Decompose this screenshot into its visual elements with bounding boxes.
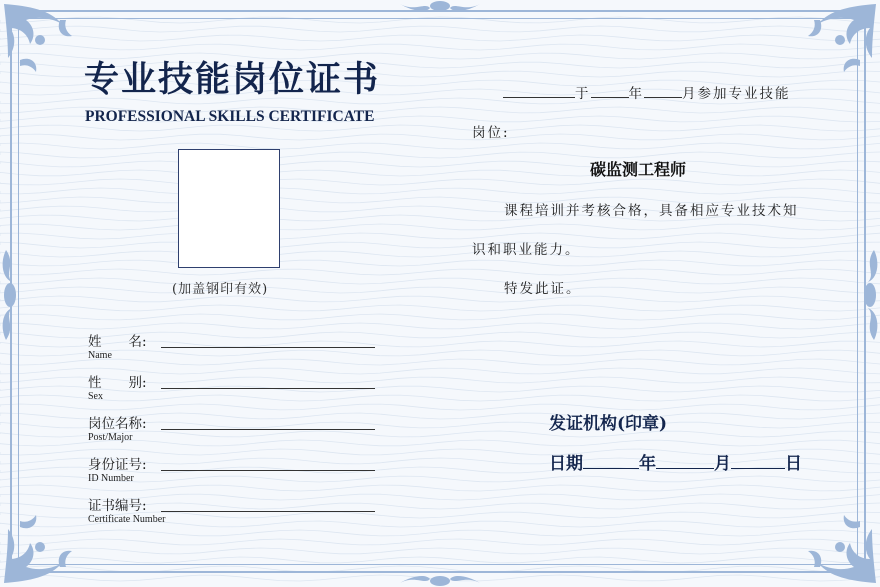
field-blank-line [161, 470, 375, 471]
body-line-2: 岗位: [472, 125, 510, 141]
field-label-cn: 性 别: [88, 375, 147, 391]
blank-date-day [731, 452, 785, 469]
date-label: 日期 [549, 454, 583, 474]
field-label-cn: 证书编号: [88, 498, 147, 514]
edge-ornament-top [400, 0, 480, 18]
edge-ornament-left [0, 250, 22, 340]
issuing-authority: 发证机构(印章) [549, 414, 668, 434]
date-year: 年 [639, 454, 656, 474]
field-blank-line [161, 347, 375, 348]
blank-year [591, 83, 629, 98]
blank-date-year [583, 452, 639, 469]
photo-placeholder [178, 149, 280, 268]
certificate-title-cn: 专业技能岗位证书 [84, 59, 381, 100]
field-label-en: Post/Major [88, 432, 133, 443]
text-year: 年 [628, 86, 644, 102]
body-line-1 [503, 82, 791, 102]
field-blank-line [161, 511, 375, 512]
body-line-3: 课程培训并考核合格，具备相应专业技术知 [504, 203, 799, 219]
body-line-5: 特发此证。 [504, 281, 582, 297]
field-blank-line [161, 429, 375, 430]
date-month: 月 [714, 454, 731, 474]
certificate-title-en: PROFESSIONAL SKILLS CERTIFICATE [85, 108, 375, 125]
corner-ornament-bottom-left [0, 497, 90, 587]
blank-date-month [656, 452, 714, 469]
edge-ornament-bottom [400, 569, 480, 587]
field-label-en: Sex [88, 391, 103, 402]
corner-ornament-top-right [790, 0, 880, 90]
blank-month [644, 83, 682, 98]
field-blank-line [161, 388, 375, 389]
issue-date [549, 449, 802, 474]
edge-ornament-right [858, 250, 880, 340]
body-line-4: 识和职业能力。 [472, 242, 581, 258]
field-label-cn: 身份证号: [88, 457, 147, 473]
field-label-en: Name [88, 350, 112, 361]
field-label-en: Certificate Number [88, 514, 166, 525]
field-label-cn: 姓 名: [88, 334, 147, 350]
corner-ornament-top-left [0, 0, 90, 90]
blank-name [503, 83, 575, 98]
photo-seal-note: (加盖钢印有效) [172, 282, 269, 297]
field-label-cn: 岗位名称: [88, 416, 147, 432]
date-day: 日 [785, 454, 802, 474]
position-name: 碳监测工程师 [590, 160, 687, 179]
corner-ornament-bottom-right [790, 497, 880, 587]
text-month-attend: 月参加专业技能 [682, 86, 791, 102]
text-yu: 于 [575, 86, 591, 102]
field-label-en: ID Number [88, 473, 134, 484]
